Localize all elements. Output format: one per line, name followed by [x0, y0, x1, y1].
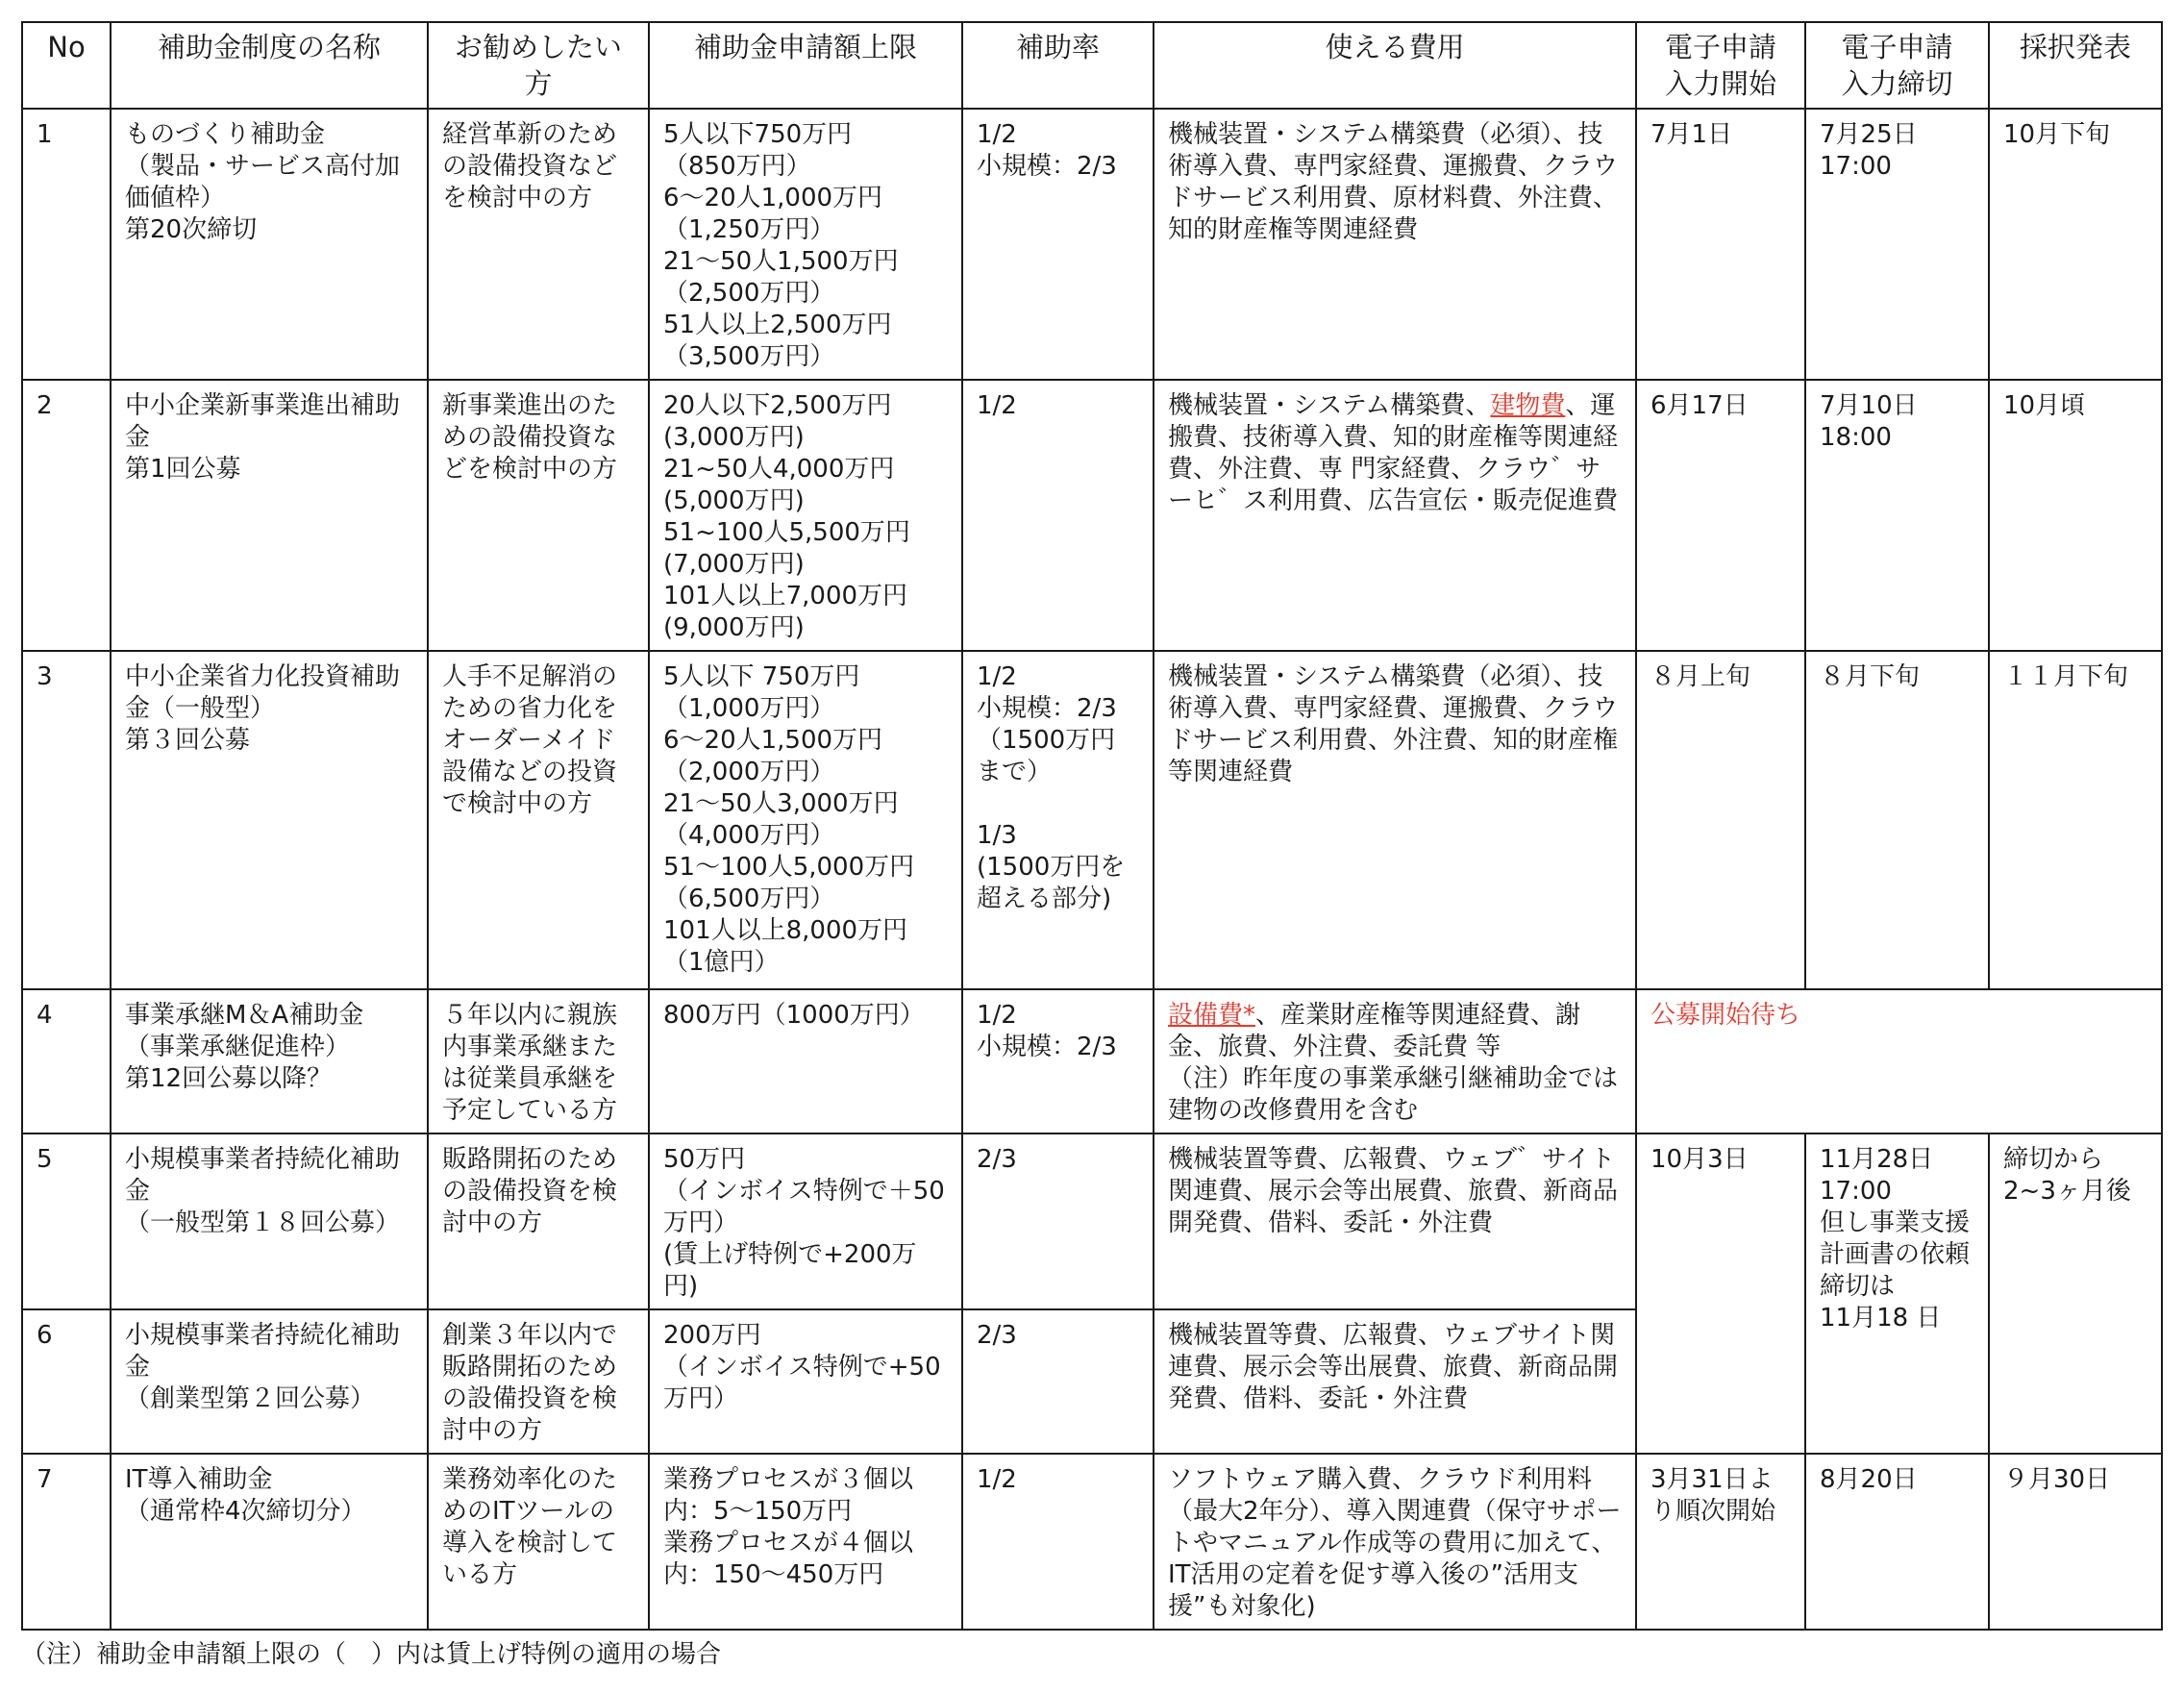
cell-name: 小規模事業者持続化補助金 （一般型第１８回公募） [111, 1133, 428, 1309]
cell-announce: 締切から 2~3ヶ月後 [1989, 1133, 2162, 1454]
cell-announce: ９月30日 [1989, 1454, 2162, 1630]
cell-target: ５年以内に親族内事業承継または従業員承継を予定している方 [428, 989, 649, 1133]
cell-target: 新事業進出のための設備投資などを検討中の方 [428, 380, 649, 651]
header-deadline: 電子申請 入力締切 [1805, 22, 1989, 109]
cell-no: 5 [22, 1133, 111, 1309]
cell-announce: １１月下旬 [1989, 651, 2162, 989]
cell-name: 小規模事業者持続化補助金 （創業型第２回公募） [111, 1309, 428, 1454]
cell-status [1636, 989, 2162, 1133]
cell-start: 6月17日 [1636, 380, 1805, 651]
cell-limit: 50万円 （インボイス特例で＋50万円） (賃上げ特例で+200万円) [649, 1133, 962, 1309]
cell-target: 経営革新のための設備投資などを検討中の方 [428, 109, 649, 380]
cell-deadline: 8月20日 [1805, 1454, 1989, 1630]
costs-text: 、産業財産権等関連経費、謝金、旅費、外注費、委託費 等 （注）昨年度の事業承継引継補助金では建物の改修費用を含む [1168, 1001, 1619, 1125]
cell-no: 3 [22, 651, 111, 989]
highlight-equipment-cost: 設備費* [1168, 1001, 1256, 1030]
header-announce: 採択発表 [1989, 22, 2162, 109]
cell-costs [1154, 989, 1636, 1133]
cell-rate: 1/2 小規模：2/3 [962, 989, 1154, 1133]
cell-announce: 10月下旬 [1989, 109, 2162, 380]
cell-start: ８月上旬 [1636, 651, 1805, 989]
header-row [22, 22, 2162, 109]
cell-target: 販路開拓のための設備投資を検討中の方 [428, 1133, 649, 1309]
header-start: 電子申請 入力開始 [1636, 22, 1805, 109]
cell-rate: 1/2 [962, 380, 1154, 651]
cell-rate: 1/2 小規模：2/3 [962, 109, 1154, 380]
cell-costs: 機械装置等費、広報費、ウェブ゛サイト関連費、展示会等出展費、旅費、新商品開発費、借料、委託・外注費 [1154, 1133, 1636, 1309]
cell-name: 中小企業新事業進出補助金 第1回公募 [111, 380, 428, 651]
cell-rate: 1/2 小規模：2/3 （1500万円まで） 1/3 (1500万円を超える部分) [962, 651, 1154, 989]
cell-rate: 2/3 [962, 1309, 1154, 1454]
cell-costs: ソフトウェア購入費、クラウド利用料（最大2年分）、導入関連費（保守サポートやマニュアル作成等の費用に加えて、IT活用の定着を促す導入後の”活用支援”も対象化) [1154, 1454, 1636, 1630]
cell-name: 事業承継M＆A補助金 （事業承継促進枠） 第12回公募以降？ [111, 989, 428, 1133]
cell-limit: 業務プロセスが３個以内：5〜150万円 業務プロセスが４個以内：150〜450万円 [649, 1454, 962, 1630]
cell-no: 2 [22, 380, 111, 651]
cell-limit: 800万円（1000万円） [649, 989, 962, 1133]
costs-text: 、運搬費、技術導入費、知的財産権等関連経費、外注費、専 門家経費、クラウ゛サーヒ゛ス利用費、広告宣伝・販売促進費 [1168, 391, 1619, 515]
subsidy-table [21, 21, 2163, 1631]
table-row [22, 1454, 2162, 1630]
cell-no: 1 [22, 109, 111, 380]
cell-limit: 5人以下750万円 （850万円） 6〜20人1,000万円 （1,250万円） 21〜50人1,500万円 （2,500万円） 51人以上2,500万円 （3,500万円） [649, 109, 962, 380]
cell-start: 10月3日 [1636, 1133, 1805, 1454]
cell-rate: 1/2 [962, 1454, 1154, 1630]
cell-name: IT導入補助金 （通常枠4次締切分） [111, 1454, 428, 1630]
header-name: 補助金制度の名称 [111, 22, 428, 109]
cell-deadline: 7月10日 18:00 [1805, 380, 1989, 651]
cell-name: ものづくり補助金 （製品・サービス高付加価値枠） 第20次締切 [111, 109, 428, 380]
header-rate: 補助率 [962, 22, 1154, 109]
header-no: No [22, 22, 111, 109]
cell-limit: 200万円 （インボイス特例で+50万円） [649, 1309, 962, 1454]
cell-deadline: 11月28日 17:00 但し事業支援計画書の依頼締切は 11月18 日 [1805, 1133, 1989, 1454]
header-costs: 使える費用 [1154, 22, 1636, 109]
cell-deadline: 7月25日 17:00 [1805, 109, 1989, 380]
table-row [22, 109, 2162, 380]
table-row [22, 380, 2162, 651]
cell-target: 創業３年以内で販路開拓のための設備投資を検討中の方 [428, 1309, 649, 1454]
header-limit: 補助金申請額上限 [649, 22, 962, 109]
cell-limit: 20人以下2,500万円 (3,000万円) 21~50人4,000万円 (5,000万円) 51~100人5,500万円 (7,000万円) 101人以上7,000万円 (9,000万円) [649, 380, 962, 651]
cell-costs: 機械装置・システム構築費（必須）、技術導入費、専門家経費、運搬費、クラウドサービス利用費、外注費、知的財産権等関連経費 [1154, 651, 1636, 989]
cell-limit: 5人以下 750万円 （1,000万円） 6〜20人1,500万円 （2,000万円） 21〜50人3,000万円 （4,000万円） 51〜100人5,000万円 （6,500万円） 101人以上8,000万円 （1億円） [649, 651, 962, 989]
cell-costs: 機械装置・システム構築費（必須）、技術導入費、専門家経費、運搬費、クラウドサービス利用費、原材料費、外注費、知的財産権等関連経費 [1154, 109, 1636, 380]
cell-no: 4 [22, 989, 111, 1133]
cell-name: 中小企業省力化投資補助金（一般型） 第３回公募 [111, 651, 428, 989]
status-awaiting-call: 公募開始待ち [1650, 1001, 1801, 1030]
cell-no: 6 [22, 1309, 111, 1454]
table-row [22, 989, 2162, 1133]
cell-costs: 機械装置等費、広報費、ウェブサイト関連費、展示会等出展費、旅費、新商品開発費、借料、委託・外注費 [1154, 1309, 1636, 1454]
cell-start: 3月31日より順次開始 [1636, 1454, 1805, 1630]
cell-announce: 10月頃 [1989, 380, 2162, 651]
cell-target: 業務効率化のためのITツールの導入を検討している方 [428, 1454, 649, 1630]
highlight-building-cost: 建物費 [1490, 391, 1566, 420]
subsidy-sheet [21, 21, 2161, 1671]
cell-rate: 2/3 [962, 1133, 1154, 1309]
table-row [22, 1133, 2162, 1309]
cell-costs [1154, 380, 1636, 651]
cell-start: 7月1日 [1636, 109, 1805, 380]
cell-no: 7 [22, 1454, 111, 1630]
cell-target: 人手不足解消のための省力化をオーダーメイド設備などの投資で検討中の方 [428, 651, 649, 989]
cell-deadline: ８月下旬 [1805, 651, 1989, 989]
header-target: お勧めしたい 方 [428, 22, 649, 109]
costs-text: 機械装置・システム構築費、 [1168, 391, 1491, 420]
footnote: （注）補助金申請額上限の（ ）内は賃上げ特例の適用の場合 [21, 1640, 722, 1669]
table-row [22, 651, 2162, 989]
